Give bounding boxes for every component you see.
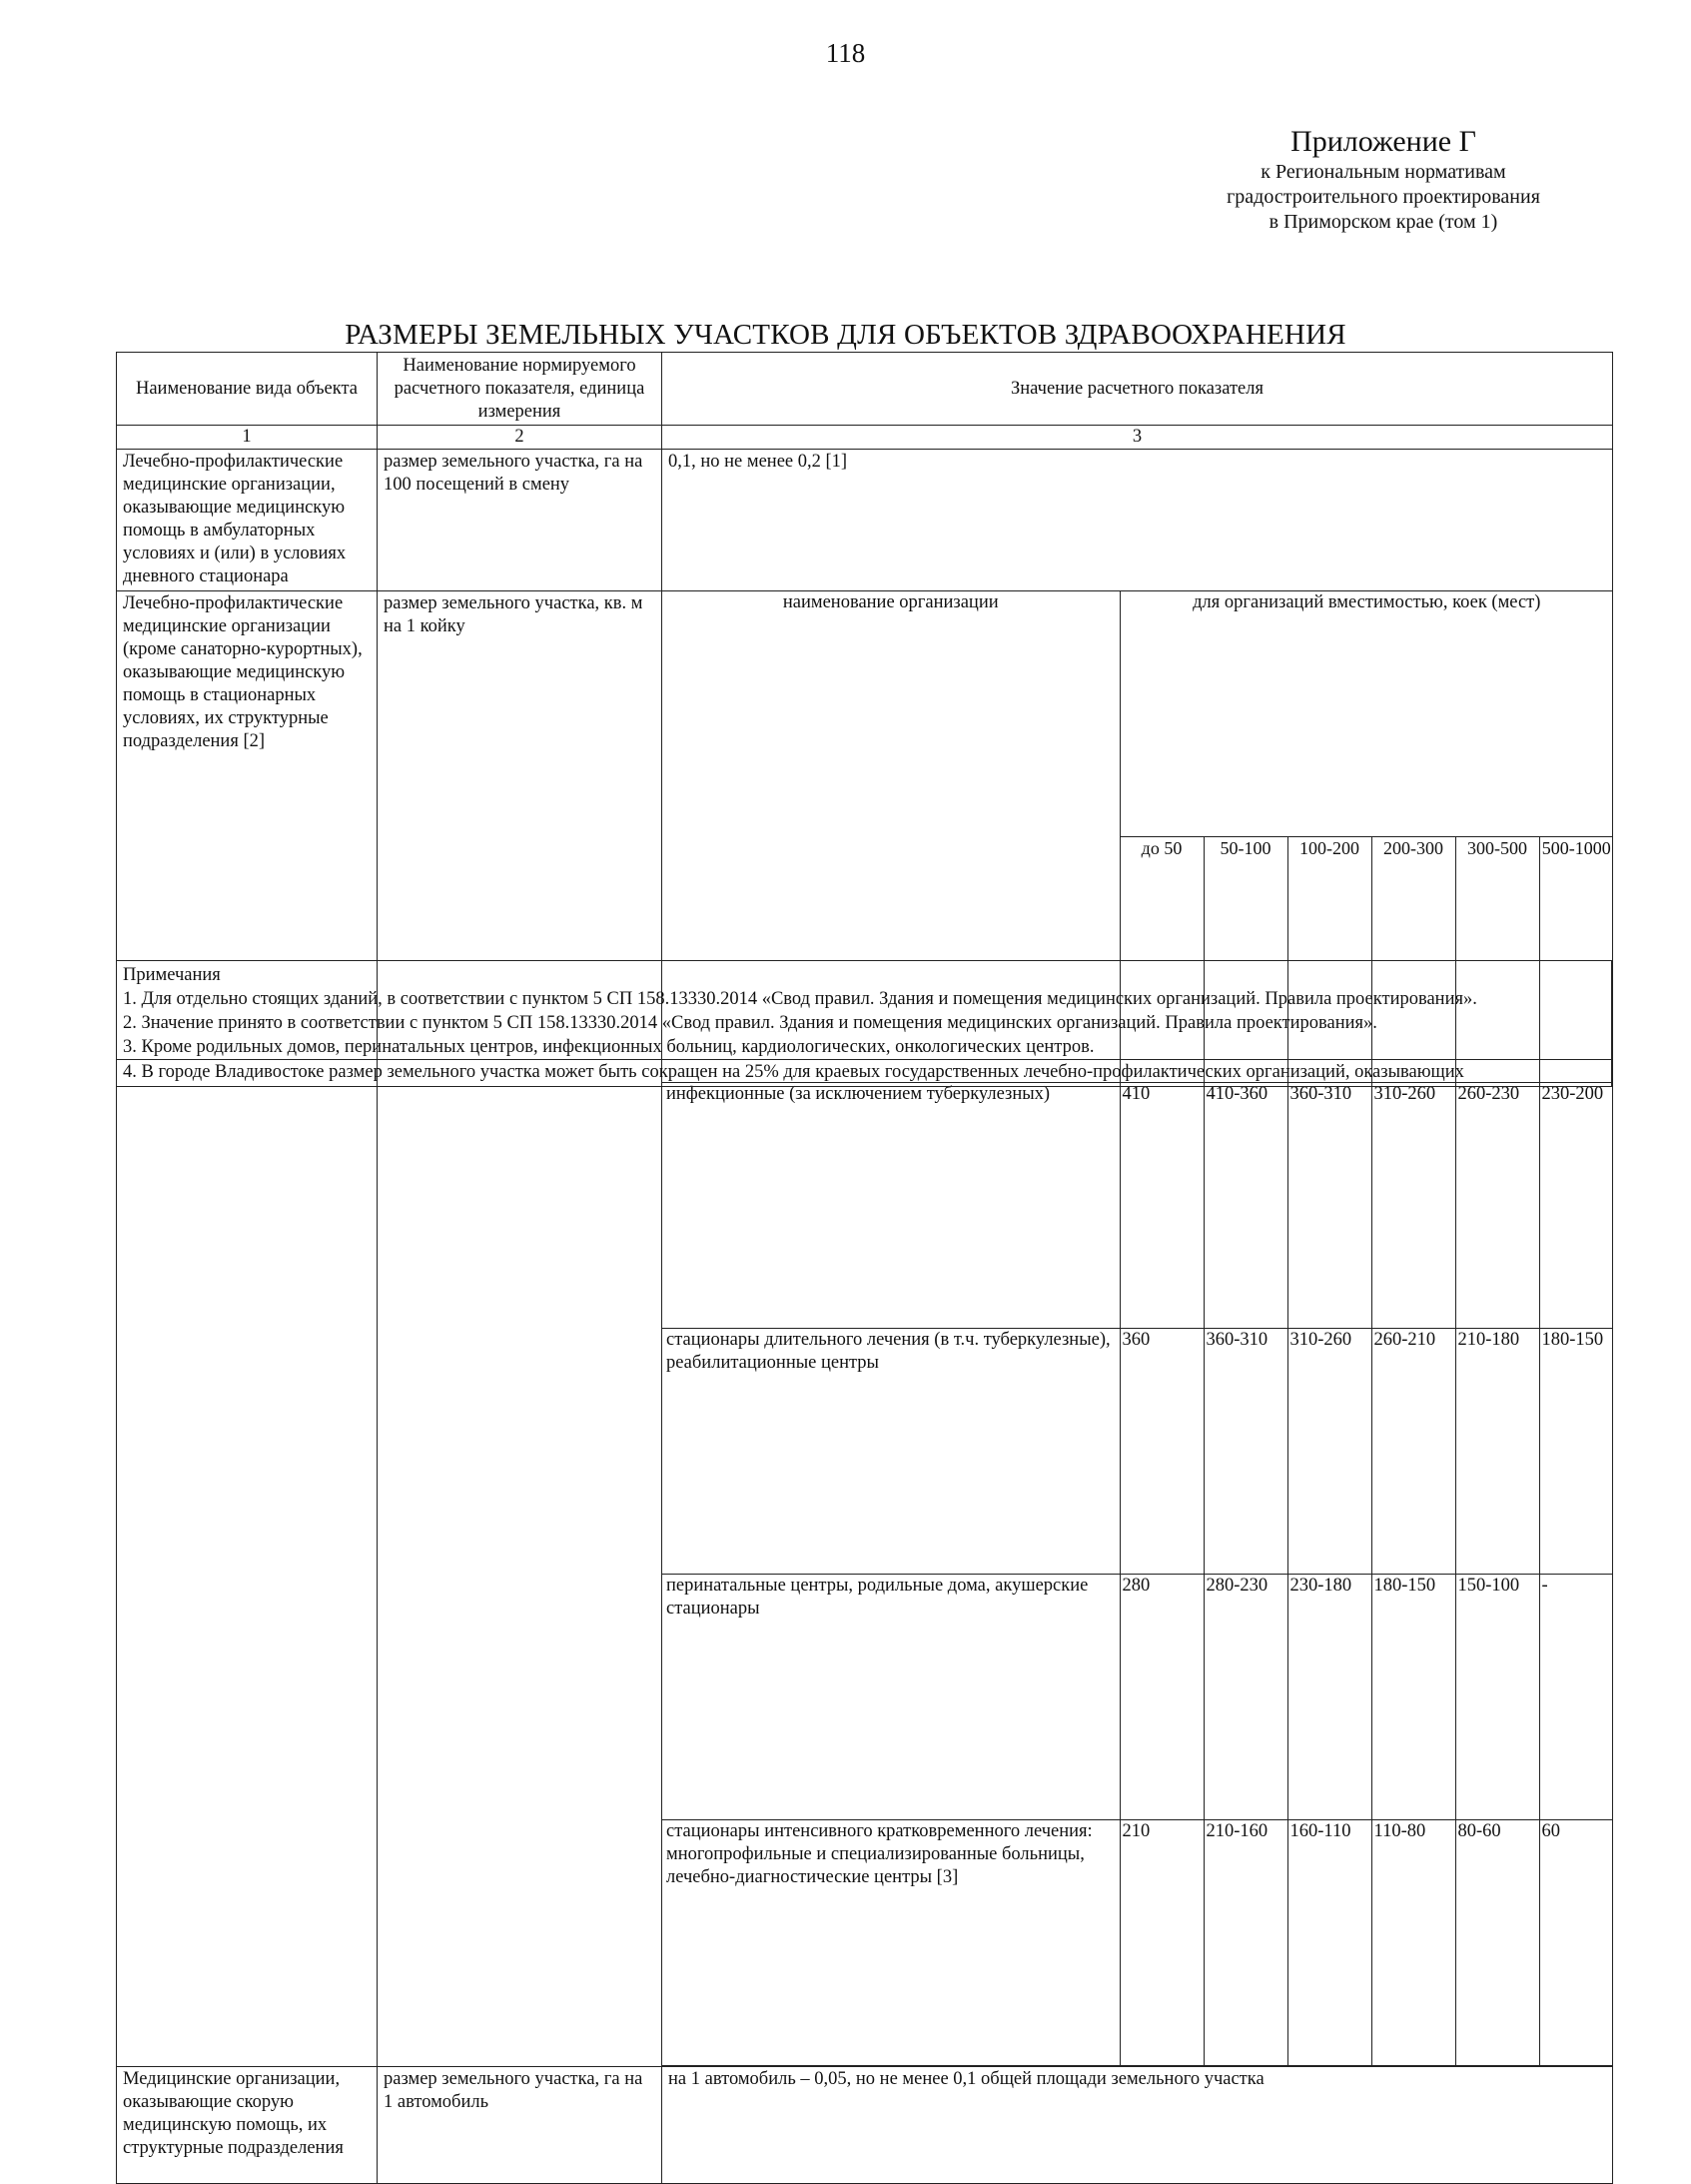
norm-value: 230-200 <box>1539 1083 1613 1329</box>
header-value: Значение расчетного показателя <box>662 353 1613 426</box>
object-type-cell: Медицинские организации, оказывающие скорую медицинскую помощь, их структурные подразделения <box>117 2067 378 2184</box>
organization-name: перинатальные центры, родильные дома, акушерские стационары <box>662 1575 1120 1820</box>
header-object-type: Наименование вида объекта <box>117 353 378 426</box>
organization-name: стационары длительного лечения (в т.ч. туберкулезные), реабилитационные центры <box>662 1329 1120 1575</box>
norm-value: 280 <box>1120 1575 1204 1820</box>
capacity-header: для организаций вместимостью, коек (мест) <box>1120 591 1613 837</box>
norm-value: 410-360 <box>1204 1083 1287 1329</box>
norm-value: 230-180 <box>1287 1575 1371 1820</box>
table-row <box>117 450 1613 591</box>
appendix-line: к Региональным нормативам <box>1261 161 1506 183</box>
column-number: 3 <box>662 426 1613 450</box>
norm-value: 60 <box>1539 1820 1613 2066</box>
bed-capacity-table <box>662 591 1613 2066</box>
norm-value: 280-230 <box>1204 1575 1287 1820</box>
norm-value: 360-310 <box>1287 1083 1371 1329</box>
object-type-cell: Лечебно-профилактические медицинские организации, оказывающие медицинскую помощь в амбулаторных условиях и (или) в условиях дневного стационара <box>117 450 378 591</box>
norm-value: - <box>1539 1575 1613 1820</box>
indicator-cell: размер земельного участка, га на 1 автомобиль <box>378 2067 662 2184</box>
norm-value: 150-100 <box>1455 1575 1539 1820</box>
capacity-range: 500-1000 <box>1539 837 1613 1083</box>
norm-value: 180-150 <box>1539 1329 1613 1575</box>
value-cell: на 1 автомобиль – 0,05, но не менее 0,1 общей площади земельного участка <box>662 2067 1613 2184</box>
capacity-range: 100-200 <box>1287 837 1371 1083</box>
norm-value: 310-260 <box>1287 1329 1371 1575</box>
organization-row <box>662 1329 1613 1575</box>
indicator-cell: размер земельного участка, кв. м на 1 койку <box>378 591 662 2067</box>
norm-value: 110-80 <box>1371 1820 1455 2066</box>
norm-value: 260-210 <box>1371 1329 1455 1575</box>
indicator-cell: размер земельного участка, га на 100 посещений в смену <box>378 450 662 591</box>
land-plot-size-table <box>116 352 1613 2184</box>
organization-row <box>662 1575 1613 1820</box>
norm-value: 360 <box>1120 1329 1204 1575</box>
appendix-block <box>1174 124 1593 235</box>
appendix-line: в Приморском крае (том 1) <box>1268 211 1498 233</box>
norm-value: 210 <box>1120 1820 1204 2066</box>
capacity-range: 300-500 <box>1455 837 1539 1083</box>
organization-name: инфекционные (за исключением туберкулезных) <box>662 1083 1120 1329</box>
notes-block <box>116 960 1612 1087</box>
norm-value: 80-60 <box>1455 1820 1539 2066</box>
norm-value: 310-260 <box>1371 1083 1455 1329</box>
norm-value: 410 <box>1120 1083 1204 1329</box>
column-number: 2 <box>378 426 662 450</box>
norm-value: 360-310 <box>1204 1329 1287 1575</box>
norm-value: 210-160 <box>1204 1820 1287 2066</box>
appendix-title: Приложение Г <box>1290 125 1476 158</box>
note-item: 2. Значение принято в соответствии с пунктом 5 СП 158.13330.2014 «Свод правил. Здания и помещения медицинских организаций. Правила проектирования». <box>123 1013 1377 1033</box>
organization-row <box>662 1820 1613 2066</box>
column-number: 1 <box>117 426 378 450</box>
value-cell: 0,1, но не менее 0,2 [1] <box>662 450 1613 591</box>
inner-header-row <box>662 591 1613 837</box>
norm-value: 260-230 <box>1455 1083 1539 1329</box>
capacity-range: до 50 <box>1120 837 1204 1083</box>
organization-name-header: наименование организации <box>662 591 1120 1083</box>
notes-title: Примечания <box>123 965 221 985</box>
organization-row <box>662 1083 1613 1329</box>
organization-name: стационары интенсивного кратковременного лечения: многопрофильные и специализированные больницы, лечебно-диагностические центры [3] <box>662 1820 1120 2066</box>
object-type-cell: Лечебно-профилактические медицинские организации (кроме санаторно-курортных), оказывающие медицинскую помощь в стационарных условиях, их структурные подразделения [2] <box>117 591 378 2067</box>
value-cell <box>662 591 1613 2067</box>
capacity-range: 50-100 <box>1204 837 1287 1083</box>
header-indicator: Наименование нормируемого расчетного показателя, единица измерения <box>378 353 662 426</box>
norm-value: 180-150 <box>1371 1575 1455 1820</box>
norm-value: 210-180 <box>1455 1329 1539 1575</box>
page-number: 118 <box>825 38 866 68</box>
capacity-range: 200-300 <box>1371 837 1455 1083</box>
table-header-row <box>117 353 1613 426</box>
note-item: 3. Кроме родильных домов, перинатальных центров, инфекционных больниц, кардиологических, онкологических центров. <box>123 1037 1095 1057</box>
appendix-line: градостроительного проектирования <box>1227 186 1540 208</box>
table-row <box>117 2067 1613 2184</box>
column-number-row <box>117 426 1613 450</box>
document-title: РАЗМЕРЫ ЗЕМЕЛЬНЫХ УЧАСТКОВ ДЛЯ ОБЪЕКТОВ ЗДРАВООХРАНЕНИЯ <box>345 319 1346 351</box>
note-item: 1. Для отдельно стоящих зданий, в соответствии с пунктом 5 СП 158.13330.2014 «Свод правил. Здания и помещения медицинских организаций. Правила проектирования». <box>123 989 1477 1009</box>
norm-value: 160-110 <box>1287 1820 1371 2066</box>
note-item: 4. В городе Владивостоке размер земельного участка может быть сокращен на 25% для краевых государственных лечебно-профилактических организаций, оказывающих <box>117 1059 1611 1084</box>
table-row <box>117 591 1613 2067</box>
